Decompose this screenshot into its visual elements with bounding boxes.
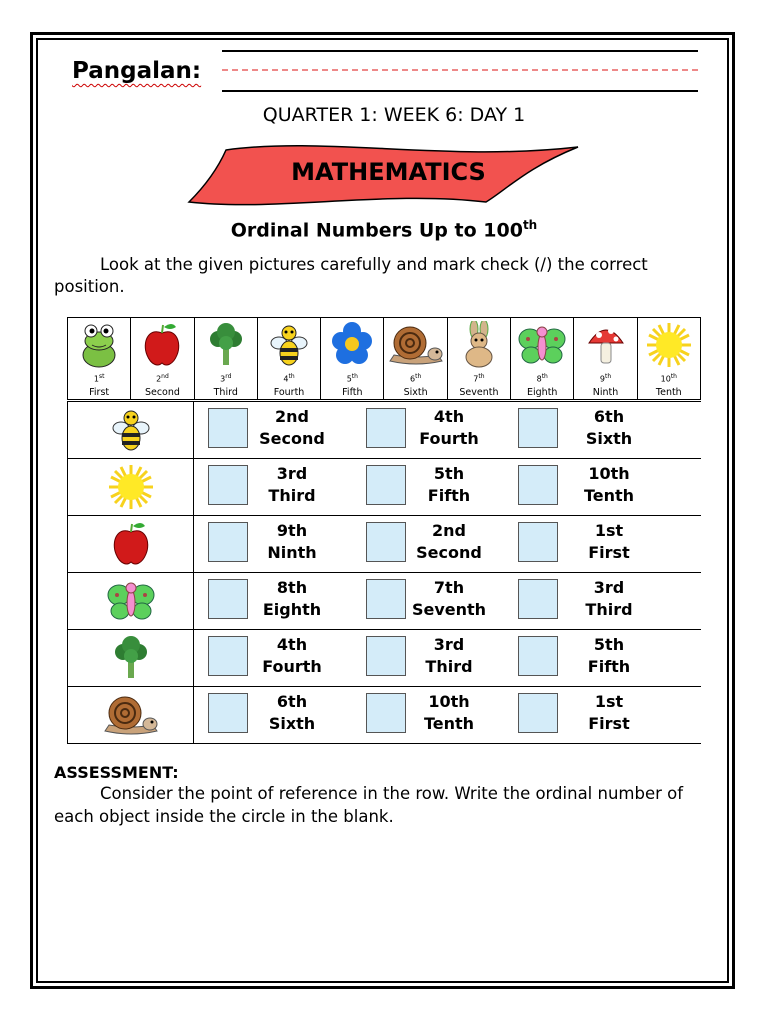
sequence-ordinal-num: 4 xyxy=(283,374,289,384)
sun-icon xyxy=(67,459,194,515)
answer-checkbox[interactable] xyxy=(366,579,406,619)
sequence-word: Tenth xyxy=(655,387,682,398)
sequence-ordinal-num: 10 xyxy=(660,374,671,384)
sequence-word: Seventh xyxy=(459,387,499,398)
bee-icon xyxy=(67,402,194,458)
sequence-ordinal-sup: th xyxy=(604,373,612,380)
option-number: 9th xyxy=(276,521,308,540)
answer-checkbox[interactable] xyxy=(518,522,558,562)
sequence-ordinal-sup: th xyxy=(478,373,485,380)
answer-option xyxy=(247,634,337,678)
sequence-ordinal xyxy=(68,372,130,385)
answer-option xyxy=(404,463,494,507)
assessment-title: ASSESSMENT: xyxy=(54,763,179,782)
answer-option xyxy=(404,520,494,564)
sequence-ordinal xyxy=(195,372,257,385)
lesson-title xyxy=(0,218,768,241)
instructions: Look at the given pictures carefully and mark check (/) the correct position. xyxy=(54,255,648,296)
option-word: Fifth xyxy=(587,657,631,676)
sequence-cell xyxy=(574,318,637,399)
sequence-word: Eighth xyxy=(527,387,558,398)
question-row xyxy=(67,402,701,459)
answer-checkbox[interactable] xyxy=(208,408,248,448)
answer-option xyxy=(564,691,654,735)
answer-option xyxy=(247,577,337,621)
snail-icon xyxy=(67,687,194,743)
option-number: 3rd xyxy=(276,464,308,483)
sequence-ordinal-sup: th xyxy=(670,373,677,380)
option-number: 6th xyxy=(593,407,625,426)
lesson-title-sup: th xyxy=(522,218,538,232)
sequence-ordinal xyxy=(321,372,383,385)
answer-checkbox[interactable] xyxy=(208,693,248,733)
answer-checkbox[interactable] xyxy=(518,579,558,619)
option-word: Fifth xyxy=(427,486,471,505)
option-word: Eighth xyxy=(262,600,322,619)
option-number: 10th xyxy=(588,464,630,483)
sequence-word: First xyxy=(89,387,110,398)
option-word: First xyxy=(588,714,630,733)
sequence-ordinal-num: 7 xyxy=(473,374,479,384)
sequence-ordinal-num: 1 xyxy=(93,374,99,384)
answer-checkbox[interactable] xyxy=(518,408,558,448)
sequence-ordinal-num: 8 xyxy=(536,374,542,384)
option-number: 4th xyxy=(276,635,308,654)
option-word: Second xyxy=(416,543,482,562)
option-number: 1st xyxy=(594,692,624,711)
option-number: 5th xyxy=(593,635,625,654)
option-number: 7th xyxy=(433,578,465,597)
answer-checkbox[interactable] xyxy=(208,636,248,676)
quarter-heading: QUARTER 1: WEEK 6: DAY 1 xyxy=(262,104,526,126)
answer-checkbox[interactable] xyxy=(366,408,406,448)
option-word: Third xyxy=(268,486,316,505)
sequence-ordinal xyxy=(448,372,510,385)
question-row xyxy=(67,459,701,516)
ordinal-sequence-table xyxy=(67,317,701,400)
sequence-ordinal xyxy=(131,372,193,385)
answer-option xyxy=(404,577,494,621)
answer-option xyxy=(247,463,337,507)
sequence-ordinal-num: 9 xyxy=(599,374,605,384)
sequence-word: Ninth xyxy=(592,387,619,398)
option-word: Third xyxy=(585,600,633,619)
option-number: 8th xyxy=(276,578,308,597)
option-word: Fourth xyxy=(419,429,479,448)
sequence-ordinal-sup: rd xyxy=(225,373,232,380)
answer-option xyxy=(247,406,337,450)
option-word: Tenth xyxy=(583,486,635,505)
sequence-ordinal-num: 3 xyxy=(220,374,226,384)
answer-checkbox[interactable] xyxy=(208,465,248,505)
subject-title: MATHEMATICS xyxy=(291,158,486,186)
sequence-ordinal-sup: th xyxy=(288,373,295,380)
sequence-cell xyxy=(258,318,321,399)
option-number: 3rd xyxy=(593,578,625,597)
answer-checkbox[interactable] xyxy=(366,636,406,676)
answer-option xyxy=(404,634,494,678)
option-number: 3rd xyxy=(433,635,465,654)
option-word: Ninth xyxy=(267,543,317,562)
answer-checkbox[interactable] xyxy=(518,465,558,505)
option-word: Sixth xyxy=(585,429,633,448)
assessment-text: Consider the point of reference in the row. Write the ordinal number of each object inside the circle in the blank. xyxy=(54,784,684,826)
sequence-ordinal xyxy=(638,372,700,385)
sequence-cell xyxy=(131,318,194,399)
sequence-cell xyxy=(448,318,511,399)
sequence-cell xyxy=(68,318,131,399)
answer-checkbox[interactable] xyxy=(208,579,248,619)
question-row xyxy=(67,573,701,630)
butterfly-icon xyxy=(67,573,194,629)
sequence-ordinal-sup: st xyxy=(98,373,105,380)
question-grid xyxy=(67,401,701,744)
sequence-word: Sixth xyxy=(403,387,428,398)
sequence-word: Third xyxy=(213,387,238,398)
question-row xyxy=(67,630,701,687)
answer-checkbox[interactable] xyxy=(366,522,406,562)
option-word: Third xyxy=(425,657,473,676)
name-blank[interactable] xyxy=(222,69,698,71)
option-word: Sixth xyxy=(268,714,316,733)
sequence-ordinal xyxy=(258,372,320,385)
option-number: 6th xyxy=(276,692,308,711)
sequence-ordinal-num: 6 xyxy=(410,374,416,384)
answer-checkbox[interactable] xyxy=(208,522,248,562)
sequence-ordinal-sup: th xyxy=(415,373,422,380)
option-word: First xyxy=(588,543,630,562)
answer-option xyxy=(247,520,337,564)
sequence-ordinal-num: 5 xyxy=(346,374,352,384)
answer-checkbox[interactable] xyxy=(366,693,406,733)
question-row xyxy=(67,687,701,744)
question-row xyxy=(67,516,701,573)
answer-option xyxy=(564,463,654,507)
option-word: Tenth xyxy=(423,714,475,733)
option-number: 2nd xyxy=(432,521,466,540)
answer-checkbox[interactable] xyxy=(518,636,558,676)
name-label: Pangalan: xyxy=(72,58,202,84)
sequence-cell xyxy=(321,318,384,399)
sequence-cell xyxy=(195,318,258,399)
sequence-ordinal-sup: th xyxy=(351,373,358,380)
sequence-ordinal-sup: th xyxy=(541,373,548,380)
sequence-cell xyxy=(384,318,447,399)
answer-option xyxy=(247,691,337,735)
option-number: 5th xyxy=(433,464,465,483)
sequence-ordinal xyxy=(384,372,446,385)
sequence-word: Fifth xyxy=(342,387,363,398)
option-word: Second xyxy=(259,429,325,448)
option-number: 4th xyxy=(433,407,465,426)
sequence-ordinal xyxy=(511,372,573,385)
answer-option xyxy=(564,406,654,450)
answer-option xyxy=(404,406,494,450)
option-word: Fourth xyxy=(262,657,322,676)
answer-option xyxy=(404,691,494,735)
name-line-bottom xyxy=(222,90,698,92)
sequence-cell xyxy=(638,318,700,399)
answer-option xyxy=(564,577,654,621)
answer-checkbox[interactable] xyxy=(518,693,558,733)
option-number: 2nd xyxy=(275,407,309,426)
answer-option xyxy=(564,634,654,678)
option-number: 10th xyxy=(428,692,470,711)
sequence-ordinal-sup: nd xyxy=(161,373,169,380)
apple-icon xyxy=(67,516,194,572)
answer-option xyxy=(564,520,654,564)
option-number: 1st xyxy=(594,521,624,540)
answer-checkbox[interactable] xyxy=(366,465,406,505)
lesson-title-text: Ordinal Numbers Up to 100 xyxy=(230,219,523,242)
broccoli-icon xyxy=(67,630,194,686)
sequence-word: Fourth xyxy=(273,387,305,398)
option-word: Seventh xyxy=(411,600,487,619)
sequence-ordinal xyxy=(574,372,636,385)
sequence-word: Second xyxy=(144,387,180,398)
sequence-ordinal-num: 2 xyxy=(156,374,162,384)
sequence-cell xyxy=(511,318,574,399)
name-line-top xyxy=(222,50,698,52)
